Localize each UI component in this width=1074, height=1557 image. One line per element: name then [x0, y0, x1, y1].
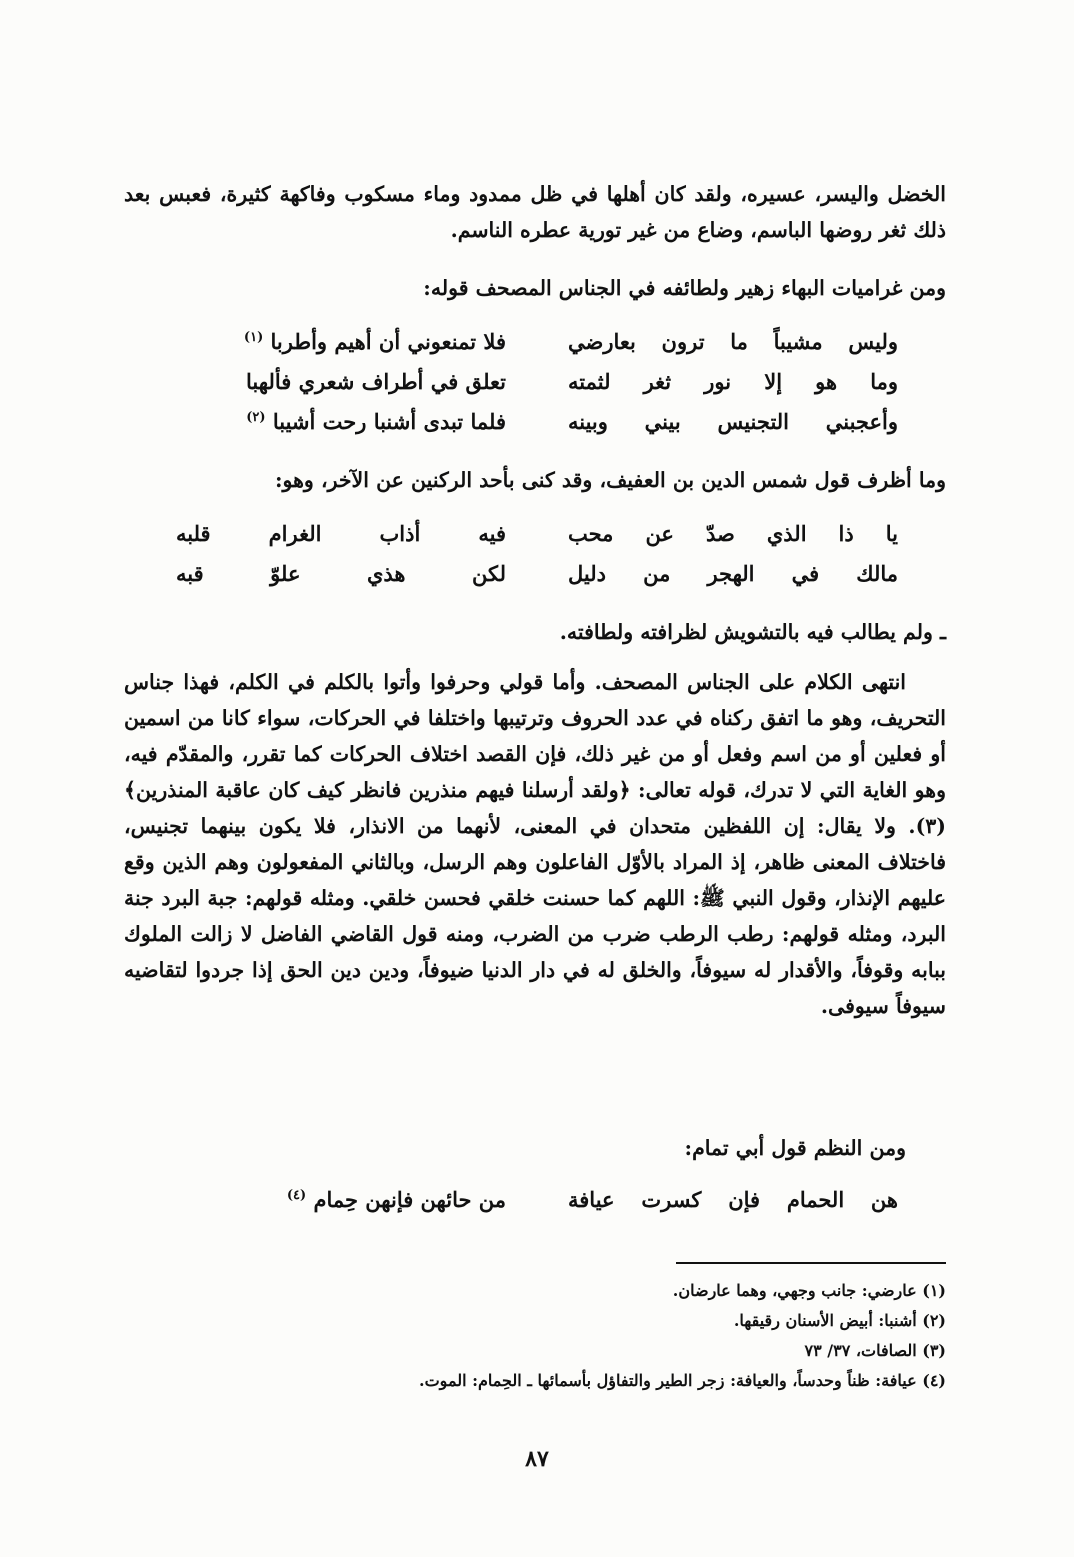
verse-first-hemistich: وأعجبني التجنيس بيني وبينه — [568, 409, 898, 434]
paragraph-tahrif: انتهى الكلام على الجناس المصحف. وأما قولي وحرفوا وأتوا بالكلم في الكلم، فهذا جناس التحريف، وهو ما اتفق ركناه في عدد الحروف وترتيبها واختلفا في الحركات، سواء كانا من اسمين أو فعلين أو من اسم وفعل أو من غير ذلك، فإن القصد اختلاف الحركات كما تقرر، والمقدّم فيه، وهو الغاية التي لا تدرك، قوله تعالى: ﴿ولقد أرسلنا فيهم منذرين فانظر كيف كان عاقبة المنذرين﴾ (٣). ولا يقال: إن اللفظين متحدان في المعنى، لأنهما من الانذار، فلا يكون بينهما تجنيس، فاختلاف المعنى ظاهر، إذ المراد بالأوّل الفاعلون وهم الرسل، وبالثاني المفعولون وهم الذين وقع عليهم الإنذار، وقول النبي ﷺ: اللهم كما حسنت خلقي فحسن خلقي. ومثله قولهم: جبة البرد جنة البرد، ومثله قولهم: رطب الرطب ضرب من الضرب، ومنه قول القاضي الفاضل لا زالت الملوك ببابه وقوفاً، والأقدار له سيوفاً، والخلق له في دار الدنيا ضيوفاً، ودين دين الحق إذا جردوا لتقاضيه سيوفاً سيوفى. — [124, 670, 946, 1018]
footnote-marker: (١) — [243, 330, 264, 345]
paragraph-ibn-afif: وما أظرف قول شمس الدين بن العفيف، وقد كنى بأحد الركنين عن الآخر، وهو: — [274, 468, 946, 492]
footnote-3: (٣) الصافات، ٣٧/ ٧٣ — [804, 1341, 946, 1360]
verse-block-1 — [176, 322, 898, 442]
verse-line — [176, 1180, 898, 1220]
verse-first-hemistich: يا ذا الذي صدّ عن محب — [568, 521, 898, 546]
verse-first-hemistich: مالك في الهجر من دليل — [568, 561, 898, 586]
verse-second-hemistich — [176, 402, 506, 442]
footnote-marker: (٤) — [286, 1188, 307, 1203]
verse-second-hemistich — [176, 1180, 506, 1220]
paragraph-baha-zuhair: ومن غراميات البهاء زهير ولطائفه في الجناس المصحف قوله: — [423, 276, 946, 300]
paragraph-intro: الخضل واليسر، عسيره، ولقد كان أهلها في ظل ممدود وماء مسكوب وفاكهة كثيرة، فعبس بعد ذلك ثغر روضها الباسم، وضاع من غير تورية عطره الناسم. — [124, 182, 946, 242]
verse-second-hemistich — [176, 362, 506, 402]
paragraph-abu-tammam: ومن النظم قول أبي تمام: — [684, 1136, 906, 1160]
verse-line — [176, 554, 898, 594]
verse-first-hemistich: هن الحمام فإن كسرت عيافة — [568, 1187, 898, 1212]
verse-block-3 — [176, 1180, 898, 1220]
paragraph-tashwish: ـ ولم يطالب فيه بالتشويش لظرافته ولطافته. — [559, 620, 946, 644]
verse-line — [176, 322, 898, 362]
page-number: ٨٧ — [525, 1446, 549, 1472]
footnote-4: (٤) عيافة: ظناً وحدساً، والعيافة: زجر الطير والتفاؤل بأسمائها ـ الحِمام: الموت. — [419, 1371, 946, 1390]
verse-second-text: من حائهن فإنهن حِمام — [313, 1187, 506, 1212]
verse-line — [176, 514, 898, 554]
verse-block-2 — [176, 514, 898, 594]
footnote-2: (٢) أشنبا: أبيض الأسنان رقيقها. — [733, 1311, 946, 1330]
footnote-marker: (٢) — [246, 410, 266, 425]
footnotes — [124, 1276, 946, 1396]
verse-second-text: فلما تبدى أشنبا رحت أشيبا — [272, 409, 506, 434]
footnote-1: (١) عارضي: جانب وجهي، وهما عارضان. — [672, 1281, 946, 1300]
verse-second-text: فلا تمنعوني أن أهيم وأطربا — [270, 329, 506, 354]
footnote-divider — [676, 1262, 946, 1264]
verse-first-hemistich: وما هو إلا نور ثغر لثمته — [568, 369, 898, 394]
verse-line — [176, 402, 898, 442]
verse-second-hemistich: فيه أذاب الغرام قلبه — [176, 521, 506, 546]
verse-line — [176, 362, 898, 402]
verse-second-text: تعلق في أطراف شعري فألهبا — [246, 369, 506, 394]
verse-first-hemistich: وليس مشيباً ما ترون بعارضي — [568, 329, 898, 354]
verse-second-hemistich: لكن هذي علوّ قبه — [176, 561, 506, 586]
verse-second-hemistich — [176, 322, 506, 362]
